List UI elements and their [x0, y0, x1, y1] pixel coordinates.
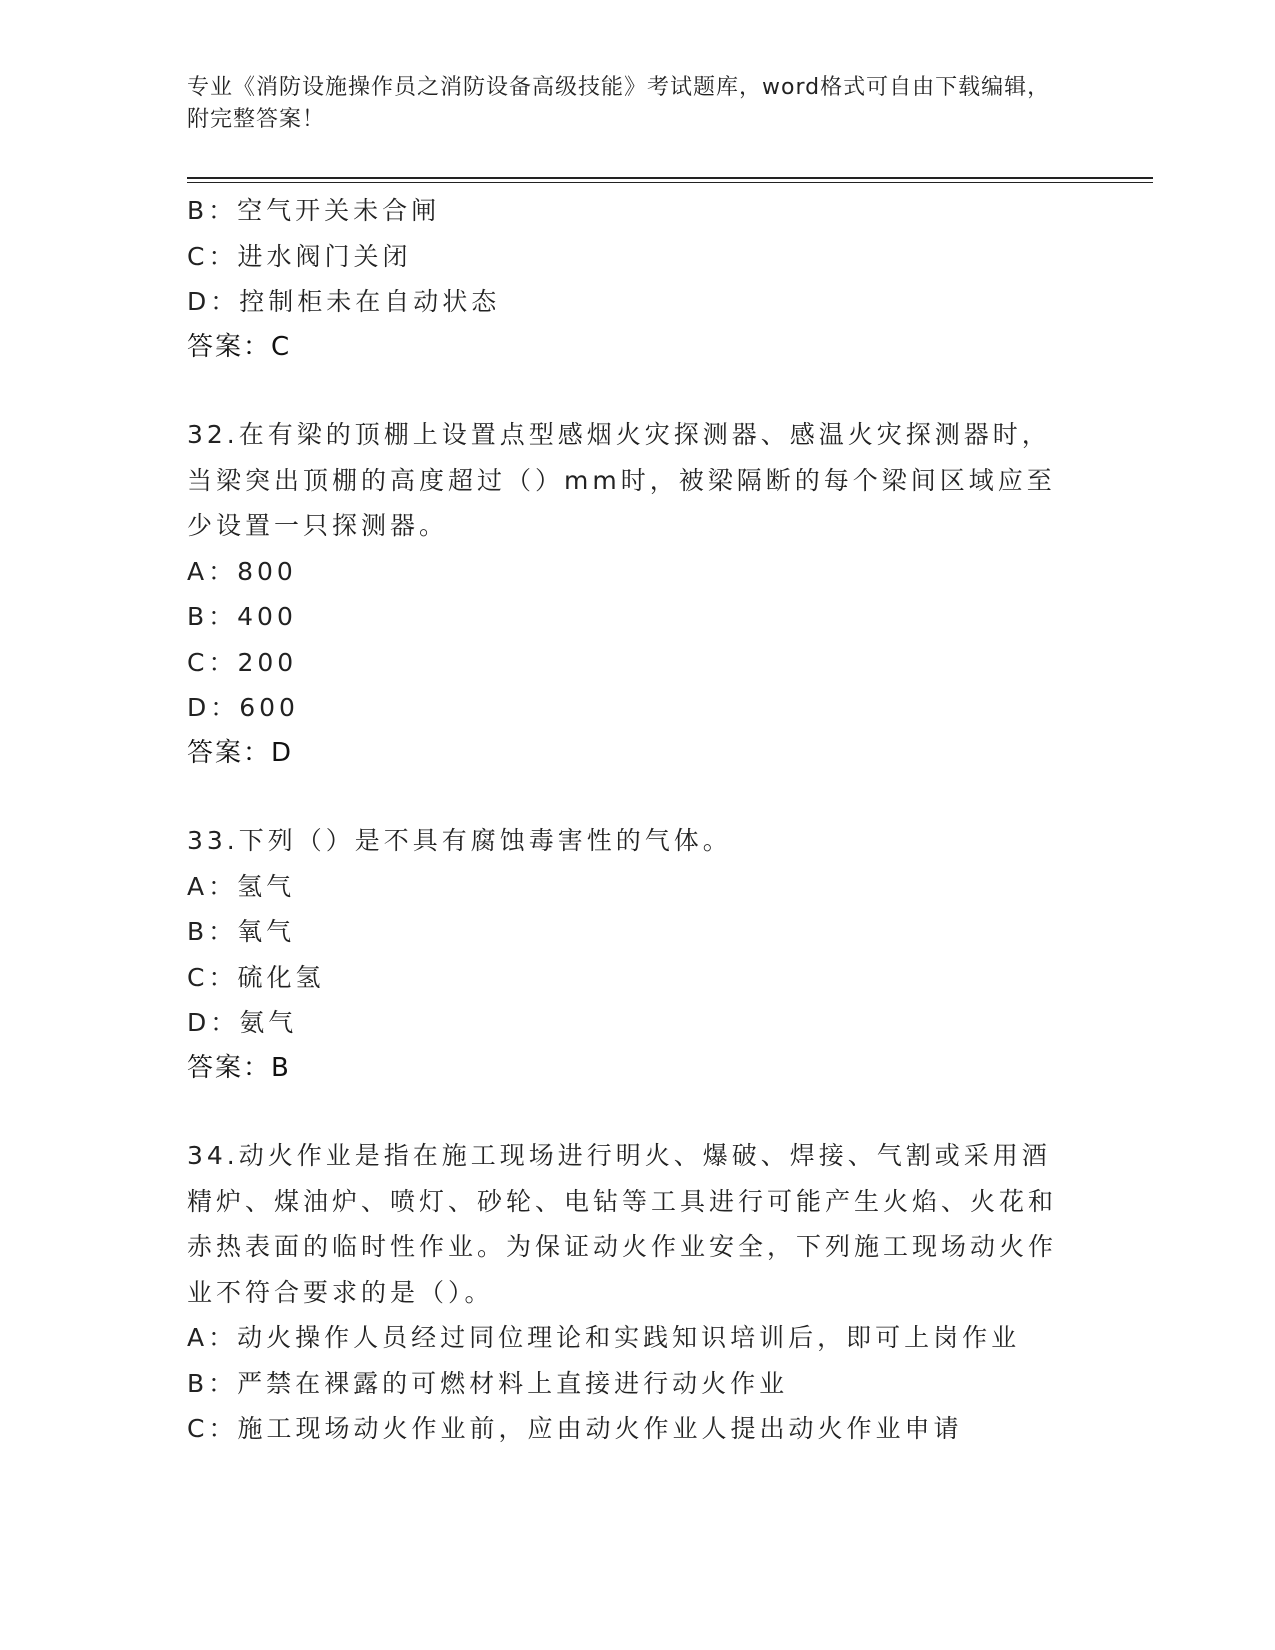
- answer-line: 答案：C: [187, 331, 292, 362]
- option-b: B：400: [187, 602, 297, 631]
- option-b: B：严禁在裸露的可燃材料上直接进行动火作业: [187, 1368, 789, 1398]
- spacer: [187, 776, 1067, 818]
- spacer: [187, 370, 1067, 412]
- option-c: C：施工现场动火作业前，应由动火作业人提出动火作业申请: [187, 1414, 963, 1443]
- question-31-continued: [187, 188, 1067, 370]
- option-d: D：600: [187, 693, 299, 722]
- option-a: A：氢气: [187, 871, 296, 901]
- answer-line: 答案：D: [187, 737, 294, 768]
- question-text: 32.在有梁的顶棚上设置点型感烟火灾探测器、感温火灾探测器时，当梁突出顶棚的高度超过（）mm时，被梁隔断的每个梁间区域应至少设置一只探测器。: [187, 420, 1056, 540]
- option-b: B：氧气: [187, 917, 296, 946]
- option-c: C：硫化氢: [187, 962, 325, 992]
- option-d: D：氨气: [187, 1008, 298, 1037]
- spacer: [187, 1091, 1067, 1133]
- question-text: 34.动火作业是指在施工现场进行明火、爆破、焊接、气割或采用酒精炉、煤油炉、喷灯、砂轮、电钻等工具进行可能产生火焰、火花和赤热表面的临时性作业。为保证动火作业安全，下列施工现场动火作业不符合要求的是（）。: [187, 1141, 1058, 1307]
- option-c: C：200: [187, 647, 298, 677]
- question-34: [187, 1133, 1067, 1452]
- header-rule-thick: [187, 177, 1153, 179]
- option-d: D：控制柜未在自动状态: [187, 287, 501, 316]
- answer-line: 答案：B: [187, 1052, 291, 1083]
- document-header: 专业《消防设施操作员之消防设备高级技能》考试题库，word格式可自由下载编辑，附完整答案！: [187, 75, 1051, 132]
- option-a: A：800: [187, 556, 297, 586]
- option-c: C：进水阀门关闭: [187, 241, 412, 271]
- question-33: [187, 818, 1067, 1091]
- question-content: [187, 188, 1067, 1452]
- question-text: 33.下列（）是不具有腐蚀毒害性的气体。: [187, 826, 732, 855]
- option-a: A：动火操作人员经过同位理论和实践知识培训后，即可上岗作业: [187, 1323, 1021, 1352]
- question-32: [187, 412, 1067, 776]
- option-b: B：空气开关未合闸: [187, 196, 441, 225]
- header-rule-thin: [187, 182, 1153, 183]
